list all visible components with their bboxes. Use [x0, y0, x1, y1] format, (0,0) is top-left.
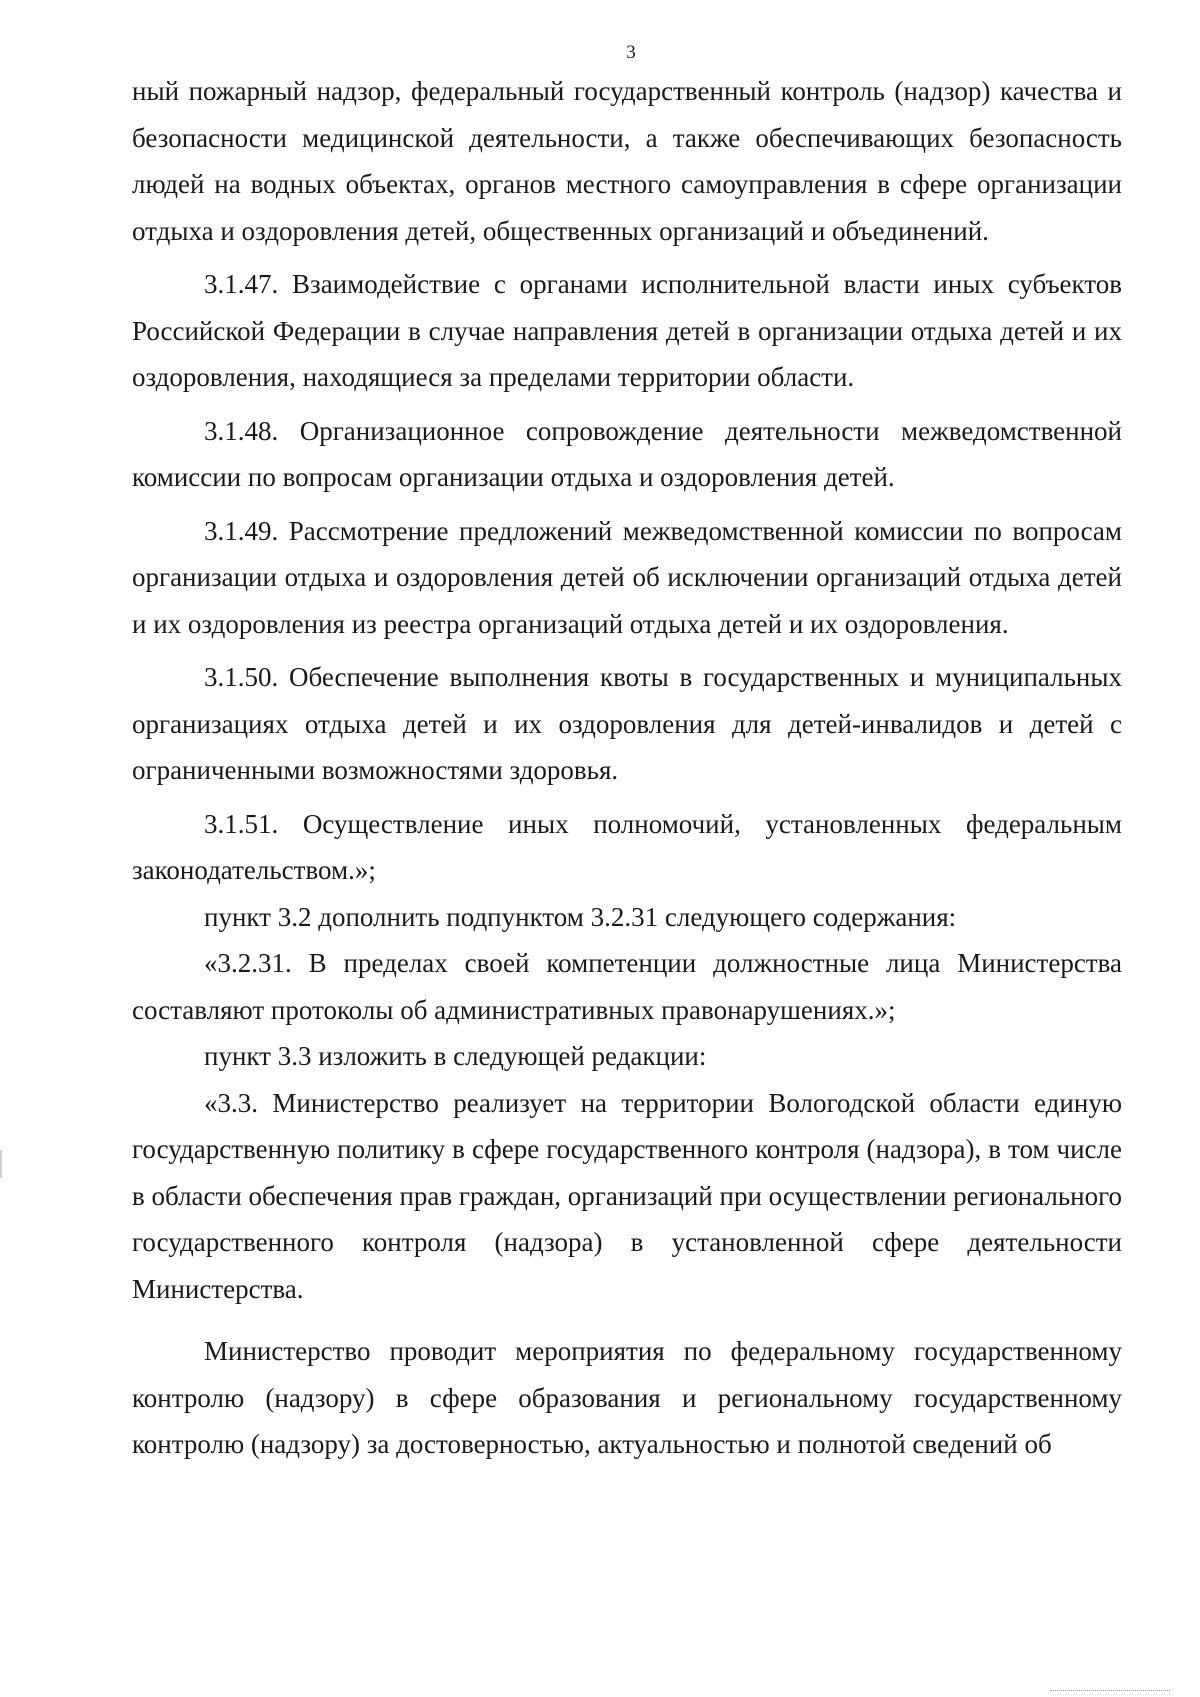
- document-body: [132, 68, 1122, 1468]
- paragraph-3-2-31: «3.2.31. В пределах своей компетенции должностные лица Министерства составляют протоколы об административных правонарушениях.»;: [132, 948, 1122, 1025]
- paragraph-3-1-49: 3.1.49. Рассмотрение предложений межведомственной комиссии по вопросам организации отдыха и оздоровления детей об исключении организаций отдыха детей и их оздоровления из реестра организаций отдыха детей и их оздоровления.: [132, 515, 1122, 639]
- paragraph-3-1-47: 3.1.47. Взаимодействие с органами исполнительной власти иных субъектов Российской Федерации в случае направления детей в организации отдыха детей и их оздоровления, находящиеся за пределами территории области.: [132, 269, 1122, 392]
- scan-artifact: [1050, 1684, 1170, 1691]
- paragraph-continuation: ный пожарный надзор, федеральный государственный контроль (надзор) качества и безопасности медицинской деятельности, а также обеспечивающих безопасность людей на водных объектах, органов местного самоуправления в сфере организации отдыха и оздоровления детей, общественных организаций и объединений.: [132, 76, 1122, 246]
- paragraph-3-1-50: 3.1.50. Обеспечение выполнения квоты в государственных и муниципальных организациях отдыха детей и их оздоровления для детей-инвалидов и детей с ограниченными возможностями здоровья.: [132, 662, 1122, 785]
- scan-edge-mark: [0, 1150, 2, 1178]
- page-number: 3: [626, 42, 636, 63]
- paragraph-ministry-activities: Министерство проводит мероприятия по федеральному государственному контролю (надзору) в сфере образования и региональному государственному контролю (надзору) за достоверностью, актуальностью и полнотой сведений об: [132, 1336, 1122, 1459]
- paragraph-amend-3-3: пункт 3.3 изложить в следующей редакции:: [204, 1041, 707, 1071]
- paragraph-3-1-48: 3.1.48. Организационное сопровождение деятельности межведомственной комиссии по вопросам организации отдыха и оздоровления детей.: [132, 415, 1122, 492]
- paragraph-3-1-51: 3.1.51. Осуществление иных полномочий, установленных федеральным законодательством.»;: [132, 808, 1122, 885]
- paragraph-3-3: «3.3. Министерство реализует на территории Вологодской области единую государственную политику в сфере государственного контроля (надзора), в том числе в области обеспечения прав граждан, организаций при осуществлении регионального государственного контроля (надзора) в установленной сфере деятельности Министерства.: [132, 1087, 1122, 1304]
- paragraph-amend-3-2: пункт 3.2 дополнить подпунктом 3.2.31 следующего содержания:: [204, 901, 957, 932]
